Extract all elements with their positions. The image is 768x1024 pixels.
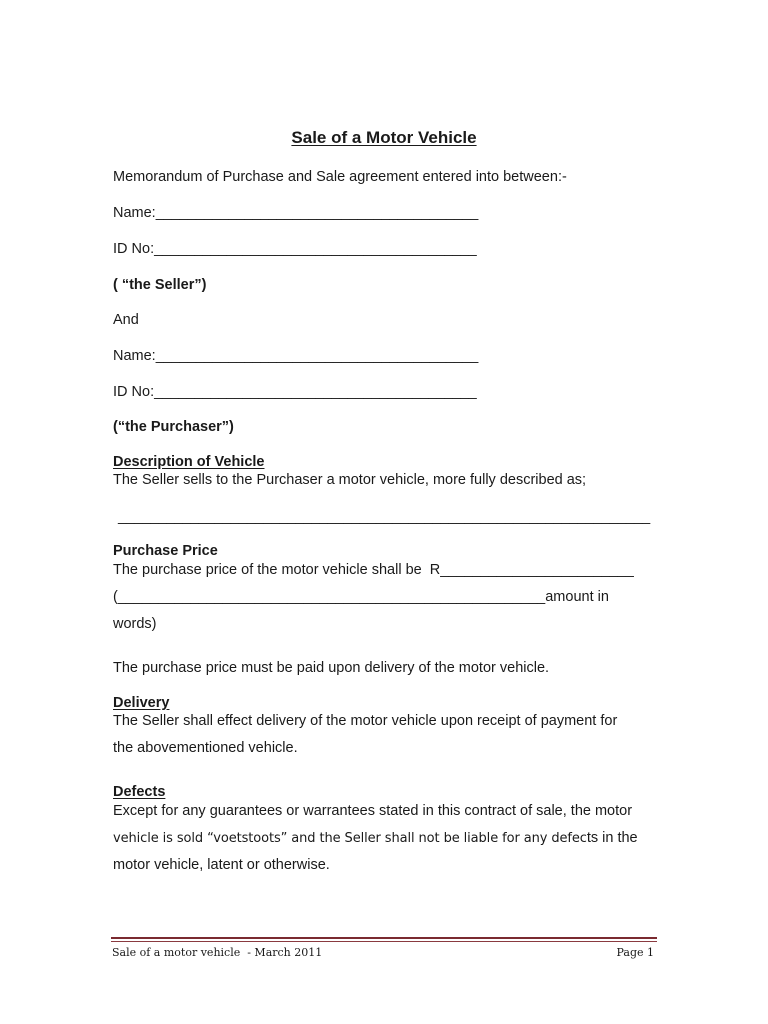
purchase-price-line3: words) [113, 616, 157, 632]
seller-label: ( “the Seller”) [113, 277, 207, 293]
purchaser-label: (“the Purchaser”) [113, 419, 234, 435]
defects-line3: motor vehicle, latent or otherwise. [113, 857, 330, 873]
seller-name-line: Name:________________________________________ [113, 205, 479, 221]
purchase-price-heading: Purchase Price [113, 543, 218, 559]
footer-document-title: Sale of a motor vehicle - March 2011 [112, 946, 323, 959]
purchase-price-line2: (_____________________________________________________amount in [113, 589, 609, 605]
seller-id-line: ID No:________________________________________ [113, 241, 477, 257]
delivery-line1: The Seller shall effect delivery of the motor vehicle upon receipt of payment for [113, 713, 618, 729]
purchase-price-line1: The purchase price of the motor vehicle shall be R________________________ [113, 562, 634, 578]
description-heading: Description of Vehicle [113, 454, 265, 470]
defects-line1: Except for any guarantees or warrantees stated in this contract of sale, the motor [113, 803, 633, 819]
footer-page-number: Page 1 [616, 946, 654, 959]
purchase-price-payment-text: The purchase price must be paid upon delivery of the motor vehicle. [113, 660, 550, 676]
description-text: The Seller sells to the Purchaser a motor vehicle, more fully described as; [113, 472, 587, 488]
purchaser-id-line: ID No:________________________________________ [113, 384, 477, 400]
purchaser-name-line: Name:________________________________________ [113, 348, 479, 364]
footer-rule-thin [111, 941, 657, 942]
intro-text: Memorandum of Purchase and Sale agreement entered into between:- [113, 169, 567, 185]
delivery-heading: Delivery [113, 695, 170, 711]
description-blank-line: __________________________________________________________________ [118, 509, 651, 525]
defects-line2-part-b: ts in the [586, 830, 638, 846]
and-text: And [113, 312, 139, 328]
document-title: Sale of a Motor Vehicle [291, 128, 477, 147]
defects-heading: Defects [113, 784, 166, 800]
delivery-line2: the abovementioned vehicle. [113, 740, 298, 756]
defects-line2-part-a: vehicle is sold “voetstoots” and the Seller shall not be liable for any defec [113, 831, 587, 846]
defects-line2 [113, 829, 638, 848]
footer-rule-thick [111, 937, 657, 939]
